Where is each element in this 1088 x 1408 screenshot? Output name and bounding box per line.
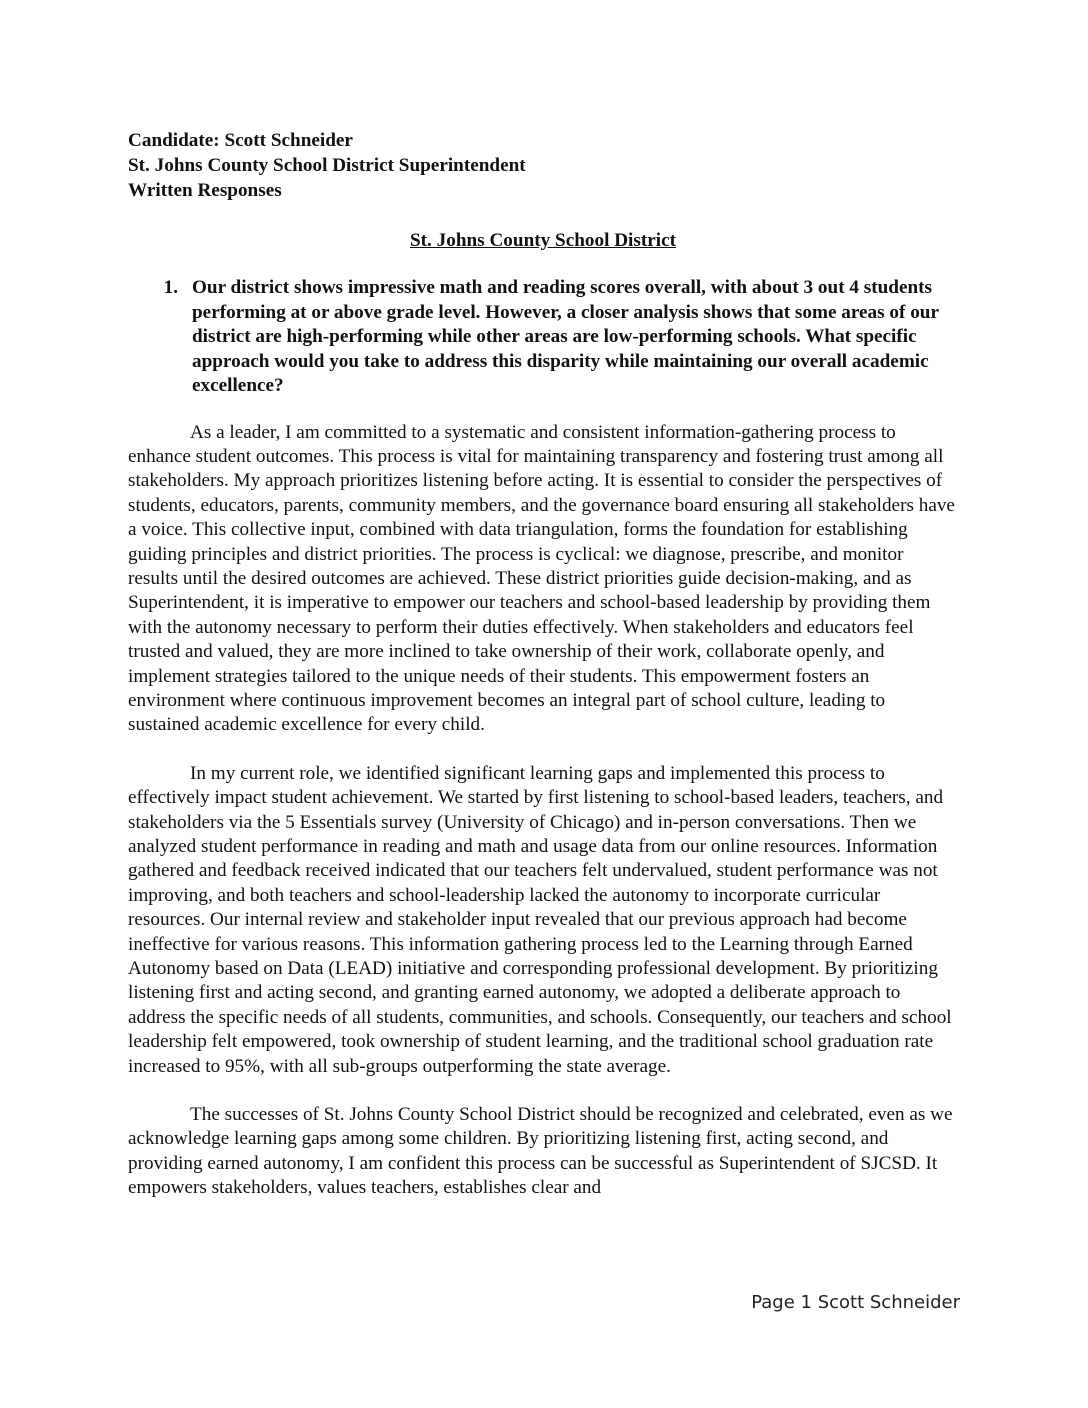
section-title: St. Johns County School District	[410, 230, 676, 251]
position-line: St. Johns County School District Superintendent	[128, 155, 526, 176]
doc-type-line: Written Responses	[128, 180, 282, 201]
response-paragraph-1: As a leader, I am committed to a systematic and consistent information-gathering process to enhance student outcomes. This process is vital for maintaining transparency and fostering trust among all stakeholders. My approach prioritizes listening before acting. It is essential to consider the perspectives of students, educators, parents, community members, and the governance board ensuring all stakeholders have a voice. This collective input, combined with data triangulation, forms the foundation for establishing guiding principles and district priorities. The process is cyclical: we diagnose, prescribe, and monitor results until the desired outcomes are achieved. These district priorities guide decision-making, and as Superintendent, it is imperative to empower our teachers and school-based leadership by providing them with the autonomy necessary to perform their duties effectively. When stakeholders and educators feel trusted and valued, they are more inclined to take ownership of their work, collaborate openly, and implement strategies tailored to the unique needs of their students. This empowerment fosters an environment where continuous improvement becomes an integral part of school culture, leading to sustained academic excellence for every child.	[128, 421, 955, 736]
page-content	[128, 128, 958, 1225]
candidate-line: Candidate: Scott Schneider	[128, 130, 353, 151]
question-1	[128, 276, 958, 399]
question-text: Our district shows impressive math and reading scores overall, with about 3 out 4 students performing at or above grade level. However, a closer analysis shows that some areas of our district are high-performing while other areas are low-performing schools. What specific approach would you take to address this disparity while maintaining our overall academic excellence?	[192, 277, 939, 396]
response-paragraph-2: In my current role, we identified significant learning gaps and implemented this process to effectively impact student achievement. We started by first listening to school-based leaders, teachers, and stakeholders via the 5 Essentials survey (University of Chicago) and in-person conversations. Then we analyzed student performance in reading and math and usage data from our online resources. Information gathered and feedback received indicated that our teachers felt undervalued, student performance was not improving, and both teachers and school-leadership lacked the autonomy to incorporate curricular resources. Our internal review and stakeholder input revealed that our previous approach had become ineffective for various reasons. This information gathering process led to the Learning through Earned Autonomy based on Data (LEAD) initiative and corresponding professional development. By prioritizing listening first and acting second, and granting earned autonomy, we adopted a deliberate approach to address the specific needs of all students, communities, and schools. Consequently, our teachers and school leadership felt empowered, took ownership of student learning, and the traditional school graduation rate increased to 95%, with all sub-groups outperforming the state average.	[128, 762, 952, 1077]
response-paragraph-3: The successes of St. Johns County School District should be recognized and celebrated, even as we acknowledge learning gaps among some children. By prioritizing listening first, acting second, and providing earned autonomy, I am confident this process can be successful as Superintendent of SJCSD. It empowers stakeholders, values teachers, establishes clear and	[128, 1104, 953, 1199]
question-number: 1.	[163, 277, 178, 298]
page-footer: Page 1 Scott Schneider	[751, 1292, 960, 1313]
